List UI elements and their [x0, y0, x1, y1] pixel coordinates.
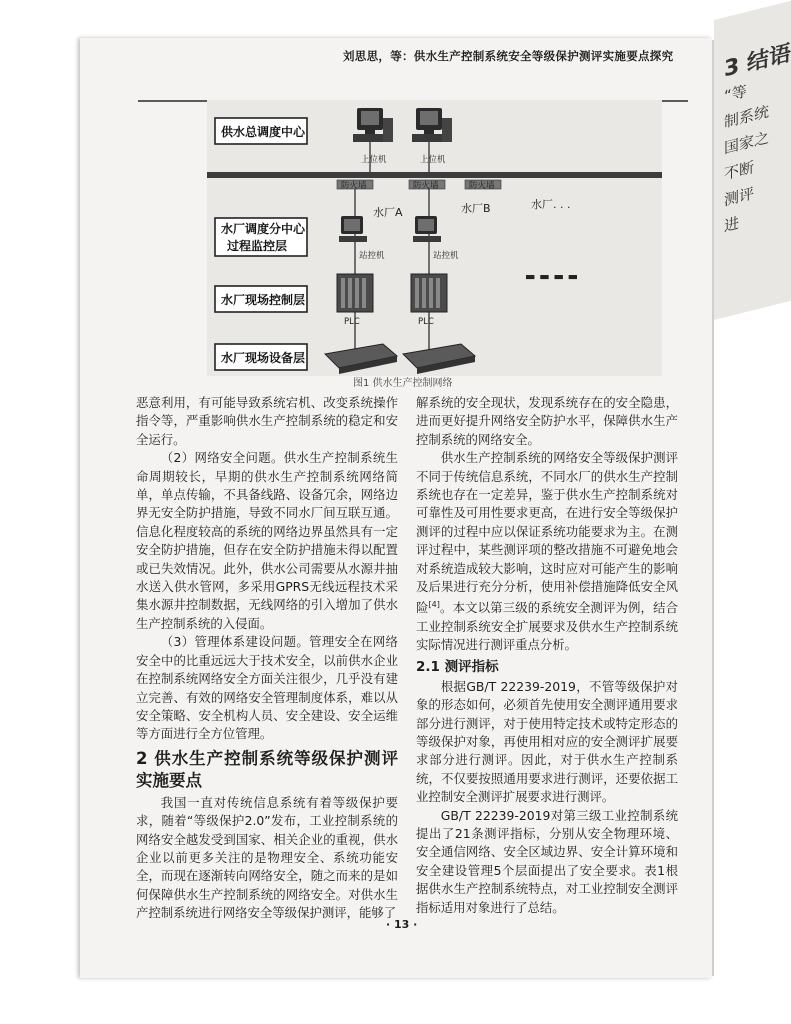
plant-a-label: 水厂A: [373, 206, 403, 219]
host-label: 上位机: [420, 155, 446, 165]
layer-label-dispatch-center: 供水总调度中心: [221, 125, 306, 139]
adjacent-page-line: 国家之: [724, 128, 770, 158]
firewall-label: 防火墙: [341, 181, 367, 191]
layer-label-sub-center: 水厂调度分中心: [221, 222, 306, 236]
adjacent-page-line: 不断: [724, 158, 755, 184]
layer-label-device: 水厂现场设备层: [221, 351, 306, 365]
paragraph: [416, 449, 678, 655]
network-backbone: [207, 172, 662, 178]
adjacent-page-line: 制系统: [724, 102, 770, 132]
station-computer-icon: [339, 216, 367, 242]
citation: [4]: [428, 600, 440, 610]
plc-icon: [337, 274, 373, 312]
more-plants-ellipsis: ▬ ▬ ▬ ▬: [525, 270, 579, 283]
adjacent-page-line: 进: [724, 213, 740, 236]
page-number: · 13 ·: [386, 918, 418, 931]
paragraph: 恶意利用，有可能导致系统宕机、改变系统操作指令等，严重影响供水生产控制系统的稳定和安全运行。: [136, 395, 398, 447]
plant-c-label: 水厂. . .: [531, 198, 571, 211]
paragraph: 根据GB/T 22239-2019，不管等级保护对象的形态如何，必须首先使用安全测评通用要求部分进行测评，对于使用特定技术或特定形态的等级保护对象，再使用相对应的安全测评扩展要求部分进行测评。因此，对于供水生产控制系统，不仅要按照通用要求进行测评，还要依据工业控制安全测评扩展要求进行测评。: [416, 678, 678, 805]
plc-label: PLC: [418, 317, 434, 327]
paragraph: （3）管理体系建设问题。管理安全在网络安全中的比重远远大于技术安全，以前供水企业在控制系统网络安全方面关注很少，几乎没有建立完善、有效的网络安全管理制度体系，难以从安全策略、安全机构人员、安全建设、安全运维等方面进行全方位管理。: [136, 634, 398, 742]
section-title: 2 供水生产控制系统等级保护测评实施要点: [136, 748, 398, 790]
subsection-title: 2.1 测评指标: [416, 658, 499, 675]
plc-icon: [411, 274, 447, 312]
paragraph: （2）网络安全问题。供水生产控制系统生命周期较长，早期的供水生产控制系统网络简单，单点传输，不具备线路、设备冗余，网络边界无安全防护措施，导致不同水厂间互联互通。信息化程度较高的系统的网络边界虽然具有一定安全防护措施，但存在安全防护措施未得以配置或已失效情况。此外，供水公司需要从水源井抽水送入供水管网，多采用GPRS无线远程技术采集水源井控制数据，无线网络的引入增加了供水生产控制系统的入侵面。: [136, 450, 398, 631]
paragraph-text: 。本文以第三级的系统安全测评为例，结合工业控制系统安全扩展要求及供水生产控制系统实际情况进行测评重点分析。: [416, 600, 679, 653]
layer-label-process-monitor: 过程监控层: [227, 239, 288, 253]
paragraph: 解系统的安全现状，发现系统存在的安全隐患，进而更好提升网络安全防护水平，保障供水生产控制系统的网络安全。: [416, 395, 678, 447]
plc-label: PLC: [344, 317, 360, 327]
station-label: 站控机: [433, 251, 459, 261]
paragraph-text: 供水生产控制系统的网络安全等级保护测评不同于传统信息系统，不同水厂的供水生产控制系统也存在一定差异，鉴于供水生产控制系统对可靠性及可用性要求更高，在进行安全等级保护测评的过程中应以保证系统功能要求为主。在测评过程中，某些测评项的整改措施不可避免地会对系统造成较大影响，这时应对可能产生的影响及后果进行充分分析，使用补偿措施降低安全风险: [416, 450, 678, 616]
station-computer-icon: [413, 216, 441, 242]
paragraph: 我国一直对传统信息系统有着等级保护要求，随着“等级保护2.0”发布，工业控制系统的网络安全越发受到国家、相关企业的重视，供水企业以前更多关注的是物理安全、系统功能安全，而现在逐渐转向网络安全，随之而来的是如何保障供水生产控制系统的网络安全。对供水生产控制系统进行网络安全等级保护测评，能够了: [136, 794, 398, 921]
adjacent-page-line: “等: [724, 81, 747, 106]
adjacent-page-heading: 3 结语: [724, 40, 791, 83]
adjacent-page: [714, 1, 791, 320]
right-column: [416, 394, 678, 917]
running-header: 刘思思，等：供水生产控制系统安全等级保护测评实施要点探究: [343, 49, 674, 63]
layer-label-control: 水厂现场控制层: [221, 293, 306, 307]
firewall-label: 防火墙: [413, 181, 439, 191]
host-label: 上位机: [361, 155, 387, 165]
figure-caption: 图1 供水生产控制网络: [353, 378, 453, 389]
left-column: [136, 394, 398, 923]
station-label: 站控机: [359, 251, 385, 261]
paragraph: GB/T 22239-2019对第三级工业控制系统提出了21条测评指标，分别从安全物理环境、安全通信网络、安全区域边界、安全计算环境和安全建设管理5个层面提出了安全要求。表1根据供水生产控制系统特点，对工业控制安全测评指标适用对象进行了总结。: [416, 807, 678, 915]
adjacent-page-line: 测评: [724, 184, 755, 210]
plant-b-label: 水厂B: [461, 202, 491, 215]
firewall-label: 防火墙: [469, 181, 495, 191]
network-diagram: [207, 96, 662, 376]
